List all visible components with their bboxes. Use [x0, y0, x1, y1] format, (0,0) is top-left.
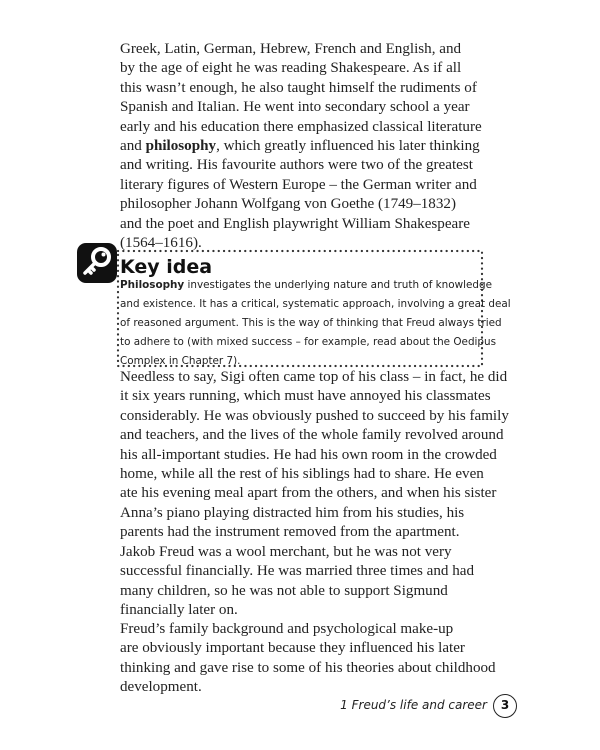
text-fragment: and: [120, 138, 146, 155]
text-line: Needless to say, Sigi often came top of his class – in fact, he did: [120, 369, 508, 385]
key-icon: [76, 242, 118, 284]
text-line: (1564–1616).: [120, 235, 202, 252]
bold-term-philosophy: philosophy: [145, 138, 217, 155]
key-idea-title: Key idea: [120, 256, 213, 278]
text-line: are obviously important because they influenced his later: [120, 640, 465, 657]
text-line: successful financially. He was married three times and had: [120, 563, 475, 580]
text-line: Freud’s family background and psychological make-up: [120, 621, 454, 637]
text-line: parents had the instrument removed from the apartment.: [120, 524, 460, 541]
text-line: his all-important studies. He had his own room in the crowded: [120, 446, 497, 463]
bold-term-philosophy: Philosophy: [120, 279, 185, 291]
text-line: Greek, Latin, German, Hebrew, French and English, and: [120, 41, 462, 57]
page-number: 3: [493, 694, 517, 718]
text-line: and existence. It has a critical, systematic approach, involving a great deal: [120, 298, 511, 310]
chapter-running-footer: 1 Freud’s life and career: [340, 698, 487, 712]
text-line: to adhere to (with mixed success – for example, read about the Oedipus: [120, 336, 497, 348]
text-line: considerably. He was obviously pushed to succeed by his family: [120, 407, 509, 424]
text-line: development.: [120, 679, 202, 696]
text-line: and the poet and English playwright William Shakespeare: [120, 215, 470, 232]
paragraph-education: [120, 40, 480, 253]
paragraph-sigi-studies: [120, 368, 509, 543]
text-fragment: investigates the underlying nature and truth of knowledge: [184, 279, 492, 291]
text-line: philosopher Johann Wolfgang von Goethe (1749–1832): [120, 196, 456, 213]
key-idea-text: [120, 276, 511, 371]
text-line: home, while all the rest of his siblings had to share. He even: [120, 466, 484, 483]
text-line: ate his evening meal apart from the others, and when his sister: [120, 485, 497, 502]
text-line: [120, 137, 480, 156]
text-line: and teachers, and the lives of the whole family revolved around: [120, 427, 504, 444]
text-fragment: , which greatly influenced his later thinking: [216, 138, 480, 155]
text-line: Anna’s piano playing distracted him from his studies, his: [120, 504, 465, 521]
text-line: financially later on.: [120, 602, 238, 619]
text-line: thinking and gave rise to some of his theories about childhood: [120, 659, 496, 676]
text-line: [120, 276, 492, 295]
text-line: and writing. His favourite authors were two of the greatest: [120, 157, 473, 174]
text-line: Jakob Freud was a wool merchant, but he was not very: [120, 544, 452, 560]
text-line: by the age of eight he was reading Shakespeare. As if all: [120, 60, 462, 77]
text-line: this wasn’t enough, he also taught himself the rudiments of: [120, 79, 477, 96]
text-line: many children, so he was not able to support Sigmund: [120, 582, 448, 599]
text-line: Spanish and Italian. He went into secondary school a year: [120, 99, 470, 116]
text-line: early and his education there emphasized classical literature: [120, 118, 482, 135]
paragraph-jakob-freud: [120, 543, 480, 621]
text-line: of reasoned argument. This is the way of thinking that Freud always tried: [120, 317, 502, 329]
text-line: literary figures of Western Europe – the German writer and: [120, 176, 477, 193]
text-line: Complex in Chapter 7).: [120, 355, 241, 367]
text-line: it six years running, which must have annoyed his classmates: [120, 388, 491, 405]
paragraph-family-background: [120, 620, 496, 698]
